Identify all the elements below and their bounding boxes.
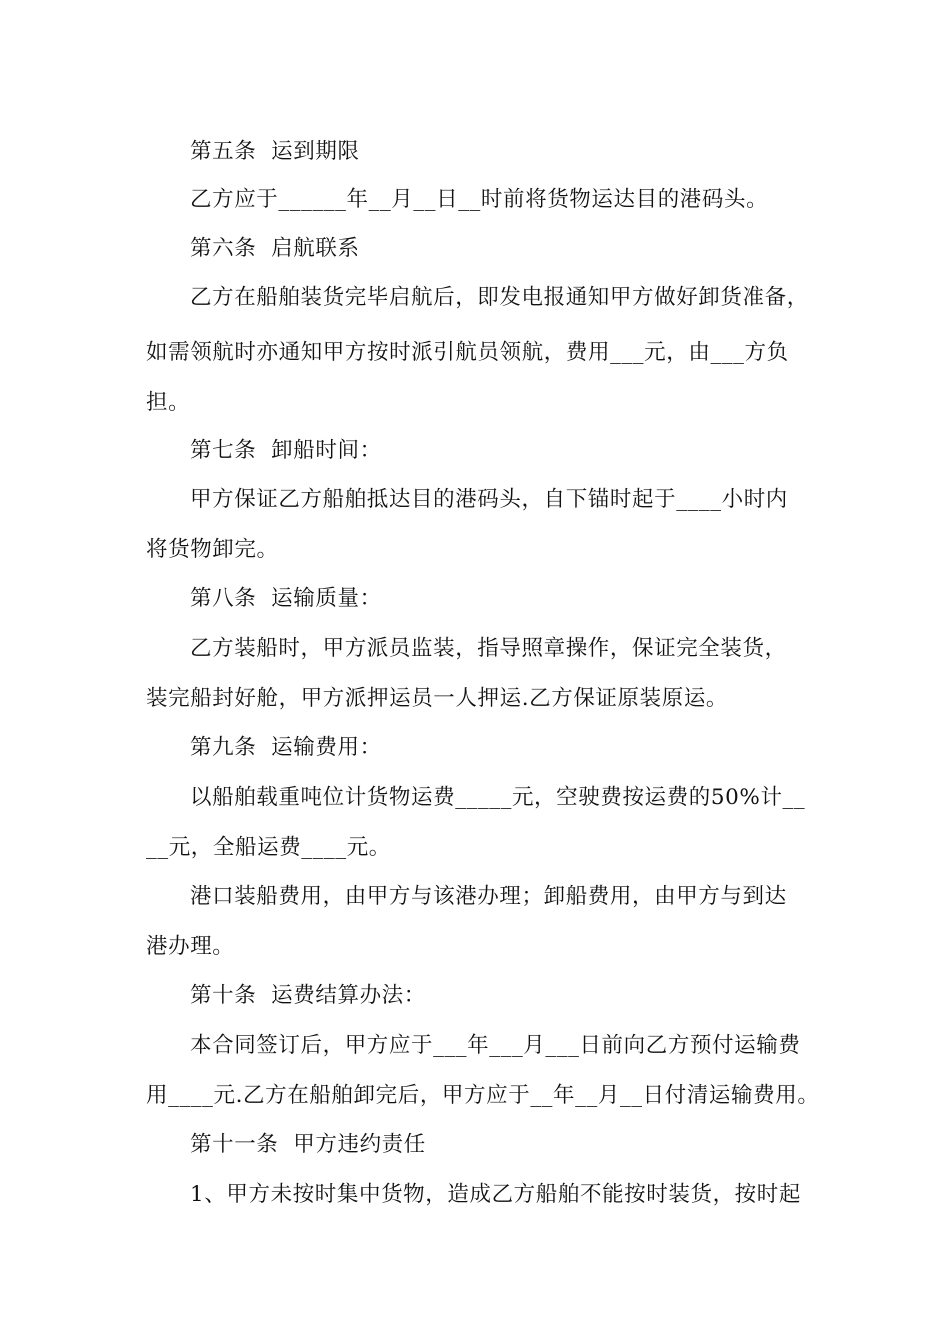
article-6-text-line-2: 如需领航时亦通知甲方按时派引航员领航，费用___元，由___方负 [146, 340, 789, 365]
article-9-heading: 第九条 运输费用： [190, 735, 382, 760]
article-6-text-line-1: 乙方在船舶装货完毕启航后，即发电报通知甲方做好卸货准备， [190, 285, 809, 310]
article-9-port-fees-line-2: 港办理。 [146, 934, 235, 959]
article-10-heading: 第十条 运费结算办法： [190, 983, 426, 1008]
article-8-text-line-2: 装完船封好舱，甲方派押运员一人押运.乙方保证原装原运。 [146, 686, 729, 711]
article-5-text: 乙方应于______年__月__日__时前将货物运达目的港码头。 [190, 187, 769, 212]
article-9-port-fees-line-1: 港口装船费用，由甲方与该港办理；卸船费用，由甲方与到达 [190, 884, 787, 909]
article-10-text-line-2: 用____元.乙方在船舶卸完后，甲方应于__年__月__日付清运输费用。 [146, 1083, 820, 1108]
article-8-text-line-1: 乙方装船时，甲方派员监装，指导照章操作，保证完全装货， [190, 636, 787, 661]
article-7-heading: 第七条 卸船时间： [190, 438, 382, 463]
article-7-text-line-1: 甲方保证乙方船舶抵达目的港码头，自下锚时起于____小时内 [190, 487, 788, 512]
article-6-heading: 第六条 启航联系 [190, 236, 360, 261]
article-10-text-line-1: 本合同签订后，甲方应于___年___月___日前向乙方预付运输费 [190, 1033, 801, 1058]
article-6-text-line-3: 担。 [146, 390, 191, 415]
article-9-text-line-2: __元，全船运费____元。 [146, 835, 391, 860]
article-11-item-1: 1、甲方未按时集中货物，造成乙方船舶不能按时装货，按时起 [190, 1182, 801, 1207]
article-9-text-line-1: 以船舶载重吨位计货物运费_____元，空驶费按运费的50%计__ [190, 785, 806, 810]
article-5-heading: 第五条 运到期限 [190, 139, 360, 164]
article-8-heading: 第八条 运输质量： [190, 586, 382, 611]
article-7-text-line-2: 将货物卸完。 [146, 537, 279, 562]
article-11-heading: 第十一条 甲方违约责任 [190, 1132, 426, 1157]
